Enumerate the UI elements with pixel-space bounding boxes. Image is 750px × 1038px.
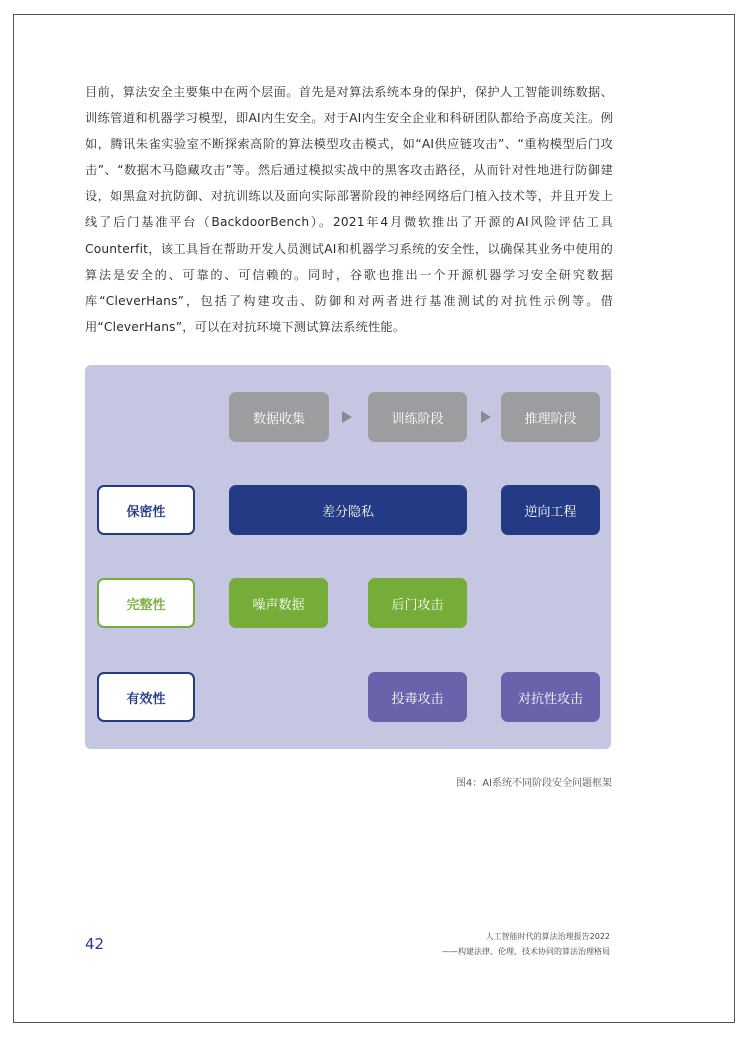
label-confidentiality: 保密性 bbox=[97, 485, 195, 535]
figure-caption: 图4：AI系统不同阶段安全问题框架 bbox=[455, 778, 612, 789]
item-backdoor-attack: 后门攻击 bbox=[368, 578, 467, 628]
item-noisy-data: 噪声数据 bbox=[229, 578, 328, 628]
footer-subtitle: ——构建法律、伦理、技术协同的算法治理格局 bbox=[442, 947, 610, 956]
item-poisoning-attack: 投毒攻击 bbox=[368, 672, 467, 722]
page-number: 42 bbox=[85, 935, 105, 953]
stage-data-collection: 数据收集 bbox=[229, 392, 329, 442]
item-adversarial-attack: 对抗性攻击 bbox=[501, 672, 600, 722]
security-framework-diagram bbox=[85, 365, 611, 749]
label-integrity: 完整性 bbox=[97, 578, 195, 628]
arrow-right-icon bbox=[481, 411, 491, 423]
body-paragraph: 目前，算法安全主要集中在两个层面。首先是对算法系统本身的保护，保护人工智能训练数据、训练管道和机器学习模型，即AI内生安全。对于AI内生安全企业和科研团队都给予高度关注。例如，腾讯朱雀实验室不断探索高阶的算法模型攻击模式，如“AI供应链攻击”、“重构模型后门攻击”、“数据木马隐藏攻击”等。然后通过模拟实战中的黑客攻击路径，从而针对性地进行防御建设，如黑盒对抗防御、对抗训练以及面向实际部署阶段的神经网络后门植入技术等，并且开发上线了后门基准平台（BackdoorBench）。2021年4月微软推出了开源的AI风险评估工具Counterfit，该工具旨在帮助开发人员测试AI和机器学习系统的安全性，以确保其业务中使用的算法是安全的、可靠的、可信赖的。同时，谷歌也推出一个开源机器学习安全研究数据库“CleverHans”，包括了构建攻击、防御和对两者进行基准测试的对抗性示例等。借用“CleverHans”，可以在对抗环境下测试算法系统性能。 bbox=[85, 85, 613, 334]
stage-inference: 推理阶段 bbox=[501, 392, 600, 442]
item-reverse-engineering: 逆向工程 bbox=[501, 485, 600, 535]
stage-training: 训练阶段 bbox=[368, 392, 467, 442]
label-availability: 有效性 bbox=[97, 672, 195, 722]
item-differential-privacy: 差分隐私 bbox=[229, 485, 467, 535]
footer-title: 人工智能时代的算法治理报告2022 bbox=[485, 932, 610, 941]
arrow-right-icon bbox=[342, 411, 352, 423]
